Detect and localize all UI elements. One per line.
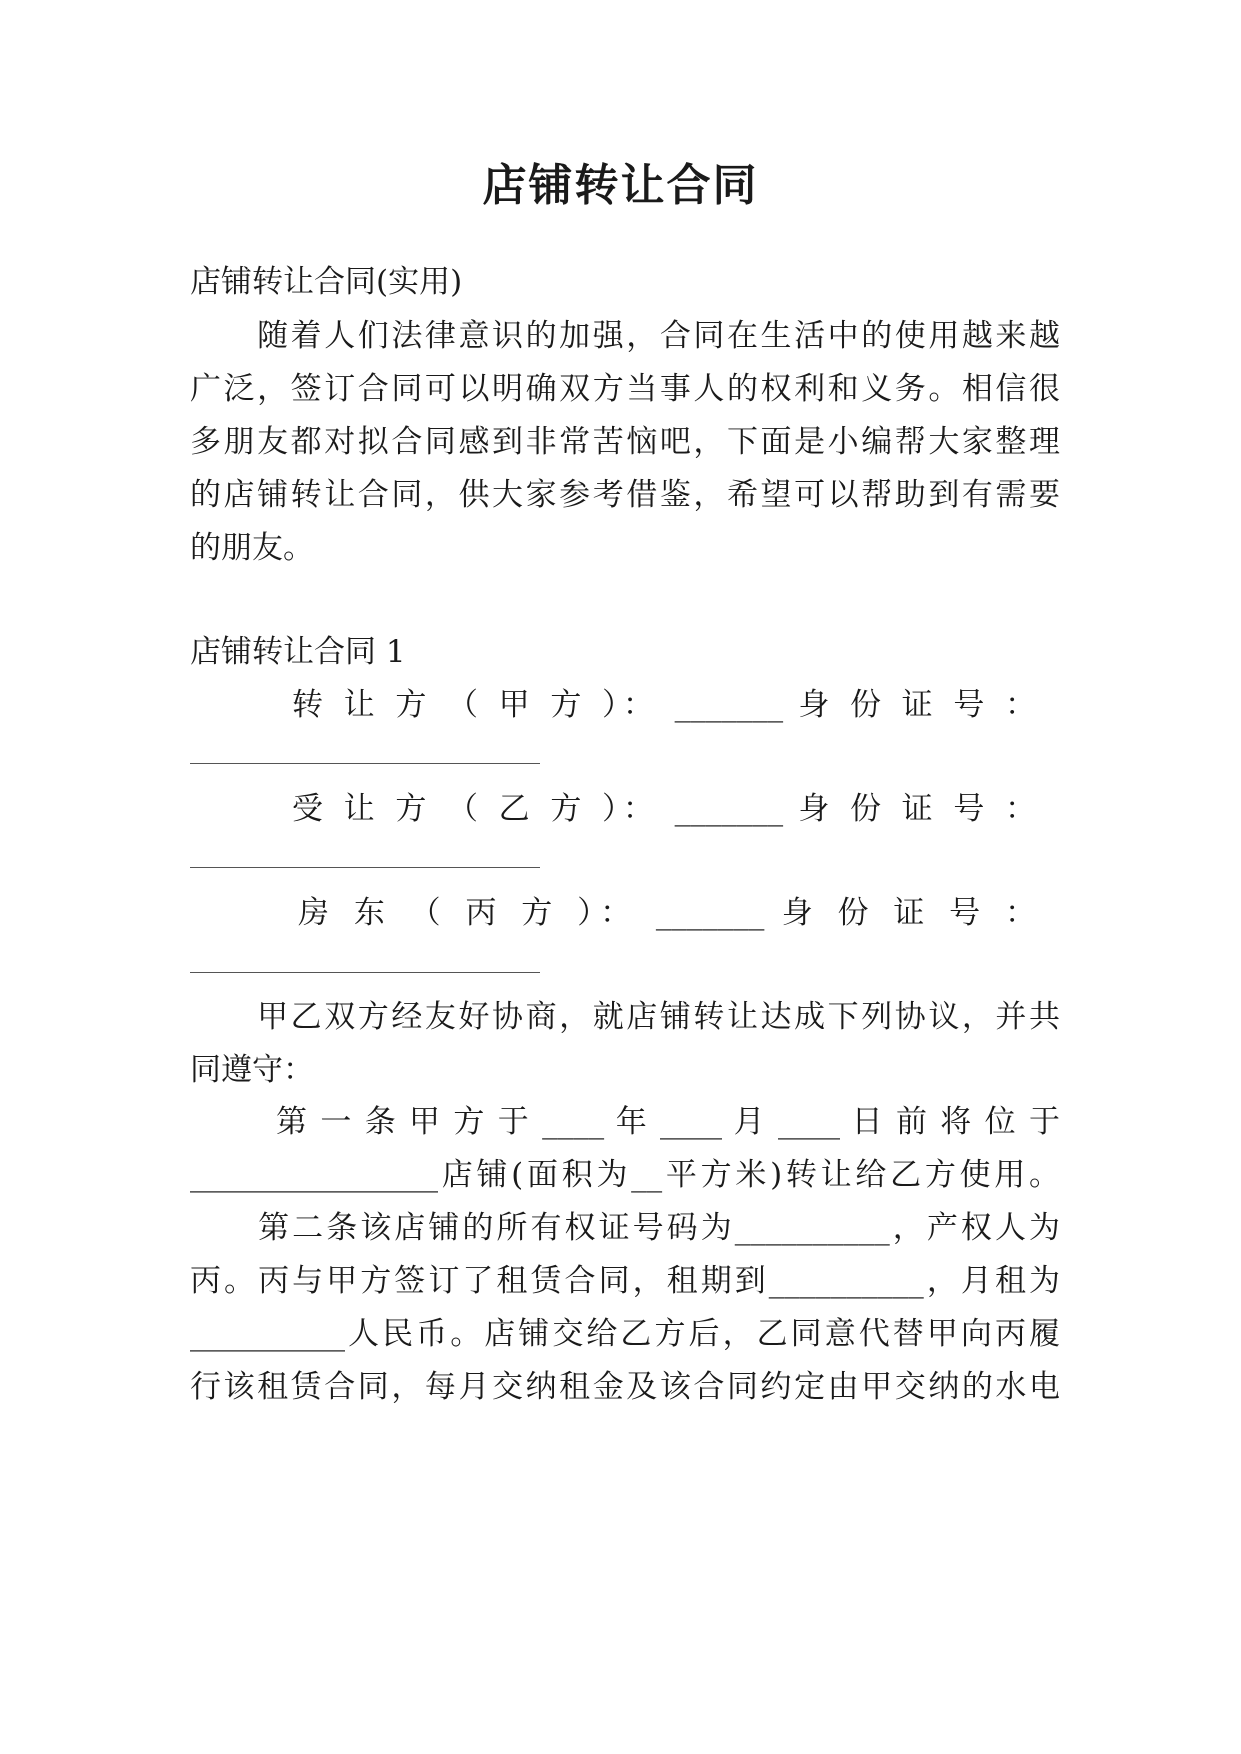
party-a-id-blank — [190, 763, 540, 764]
article-1-line: ________________店铺(面积为__平方米)转让给乙方使用。 — [190, 1157, 1060, 1193]
agreement-line: 同遵守： — [190, 1052, 314, 1088]
intro-line: 的朋友。 — [190, 530, 314, 566]
party-c-line: 房 东 （ 丙 方 ）： _______ 身 份 证 号 ： — [298, 895, 1036, 931]
party-c-id-blank — [190, 972, 540, 973]
subtitle: 店铺转让合同(实用) — [190, 264, 463, 300]
article-2-line: 行该租赁合同，每月交纳租金及该合同约定由甲交纳的水电 — [190, 1369, 1060, 1405]
party-a-line: 转 让 方 （ 甲 方 ）： _______ 身 份 证 号 ： — [292, 687, 1036, 723]
article-2-line: __________人民币。店铺交给乙方后，乙同意代替甲向丙履 — [190, 1316, 1060, 1352]
intro-line: 的店铺转让合同，供大家参考借鉴，希望可以帮助到有需要 — [190, 477, 1060, 513]
agreement-line: 甲乙双方经友好协商，就店铺转让达成下列协议，并共 — [190, 999, 1060, 1035]
article-1-line: 第 一 条 甲 方 于 ____ 年 ____ 月 ____ 日 前 将 位 于 — [276, 1104, 1060, 1140]
section-heading: 店铺转让合同 1 — [190, 634, 406, 670]
intro-line: 广泛，签订合同可以明确双方当事人的权利和义务。相信很 — [190, 371, 1060, 407]
intro-line: 随着人们法律意识的加强，合同在生活中的使用越来越 — [190, 318, 1060, 354]
document-title: 店铺转让合同 — [482, 160, 759, 211]
party-b-id-blank — [190, 867, 540, 868]
article-2-line: 第二条该店铺的所有权证号码为__________，产权人为 — [190, 1210, 1060, 1246]
article-2-line: 丙。丙与甲方签订了租赁合同，租期到__________，月租为 — [190, 1263, 1060, 1299]
intro-line: 多朋友都对拟合同感到非常苦恼吧，下面是小编帮大家整理 — [190, 424, 1060, 460]
party-b-line: 受 让 方 （ 乙 方 ）： _______ 身 份 证 号 ： — [292, 791, 1036, 827]
